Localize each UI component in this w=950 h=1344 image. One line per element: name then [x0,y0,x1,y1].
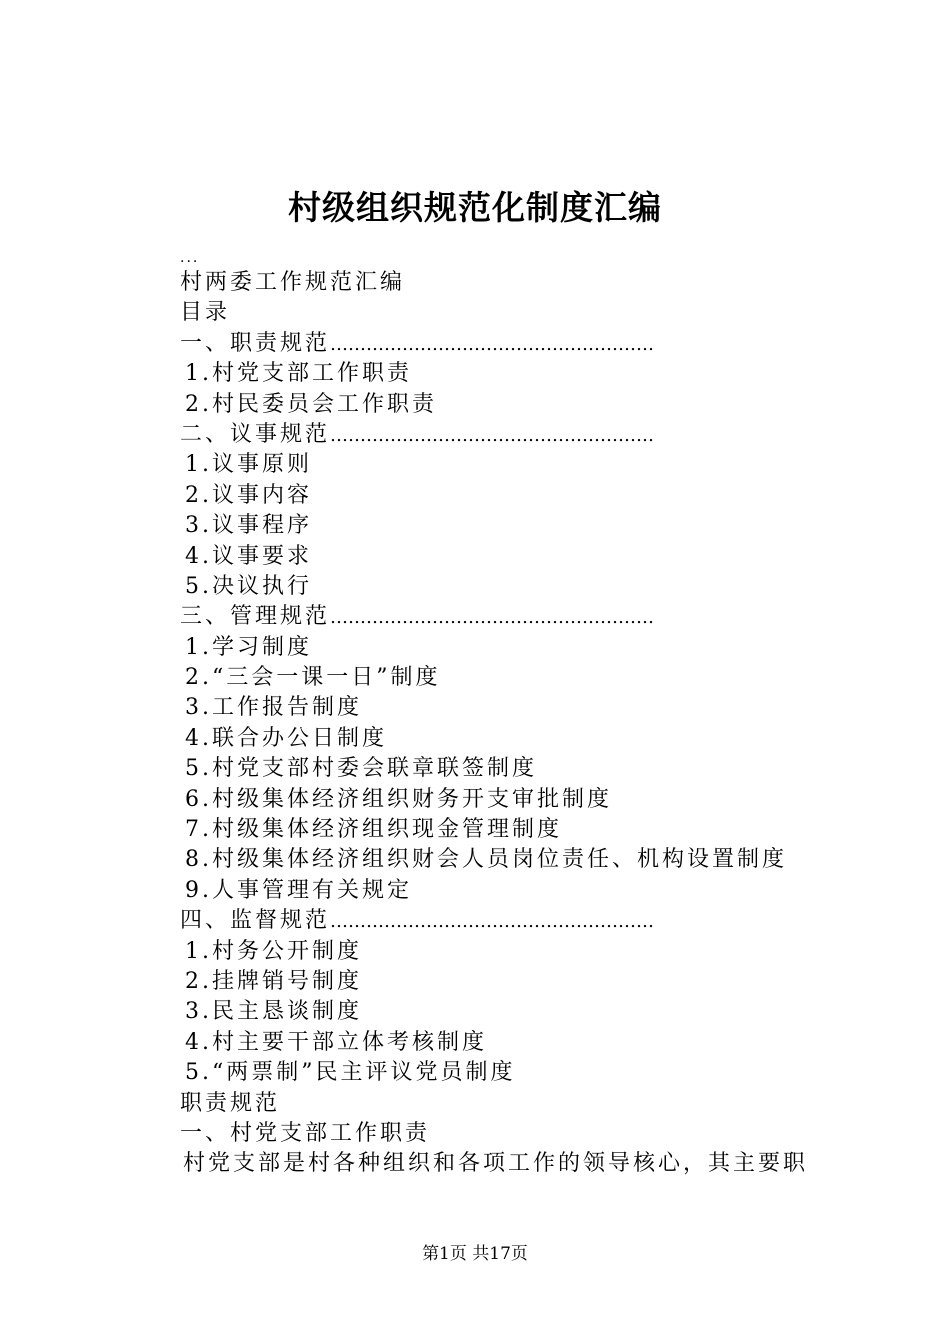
toc-item: 5.村党支部村委会联章联签制度 [185,756,537,782]
toc-section-title: 二、议事规范 [180,421,331,447]
toc-section-title: 四、监督规范 [180,908,331,934]
toc-item: 4.联合办公日制度 [185,725,387,751]
toc-item: 7.村级集体经济组织现金管理制度 [185,817,562,843]
toc-item: 5.决议执行 [185,573,312,599]
body-heading: 职责规范 [180,1090,281,1116]
toc-item: 9.人事管理有关规定 [185,877,412,903]
document-title: 村级组织规范化制度汇编 [288,188,662,227]
body-subheading: 一、村党支部工作职责 [180,1120,431,1146]
toc-item: 8.村级集体经济组织财会人员岗位责任、机构设置制度 [185,847,787,873]
toc-section-heading [180,329,880,359]
toc-item: 3.民主恳谈制度 [185,999,362,1025]
toc-section-title: 一、职责规范 [180,330,331,356]
toc-heading: 目录 [180,300,231,326]
document-body [180,248,880,1180]
toc-item: 6.村级集体经济组织财务开支审批制度 [185,786,612,812]
toc-leader-dots: ……………………………………………… [330,607,655,629]
toc-item: 1.议事原则 [185,452,312,478]
toc-section-heading [180,906,880,936]
toc-item: 2.“三会一课一日”制度 [185,665,441,691]
toc-leader-dots: ……………………………………………… [330,333,655,355]
toc-section-heading [180,602,880,632]
ellipsis-marker: ... [180,250,200,266]
toc-item: 4.村主要干部立体考核制度 [185,1029,487,1055]
toc-section-title: 三、管理规范 [180,604,331,630]
page-number-footer: 第1页 共17页 [422,1244,528,1264]
toc-item: 3.议事程序 [185,513,312,539]
toc-item: 3.工作报告制度 [185,695,362,721]
toc-item: 2.挂牌销号制度 [185,968,362,994]
toc-item: 5.“两票制”民主评议党员制度 [185,1060,516,1086]
document-subtitle: 村两委工作规范汇编 [180,270,406,295]
toc-item: 1.学习制度 [185,634,312,660]
toc-leader-dots: ……………………………………………… [330,424,655,446]
body-paragraph: 村党支部是村各种组织和各项工作的领导核心，其主要职 [183,1151,809,1177]
toc-item: 2.议事内容 [185,482,312,508]
toc-section-heading [180,420,880,450]
toc-item: 1.村务公开制度 [185,938,362,964]
toc-item: 2.村民委员会工作职责 [185,391,437,417]
toc-item: 4.议事要求 [185,543,312,569]
toc-item: 1.村党支部工作职责 [185,361,412,387]
toc-leader-dots: ……………………………………………… [330,911,655,933]
